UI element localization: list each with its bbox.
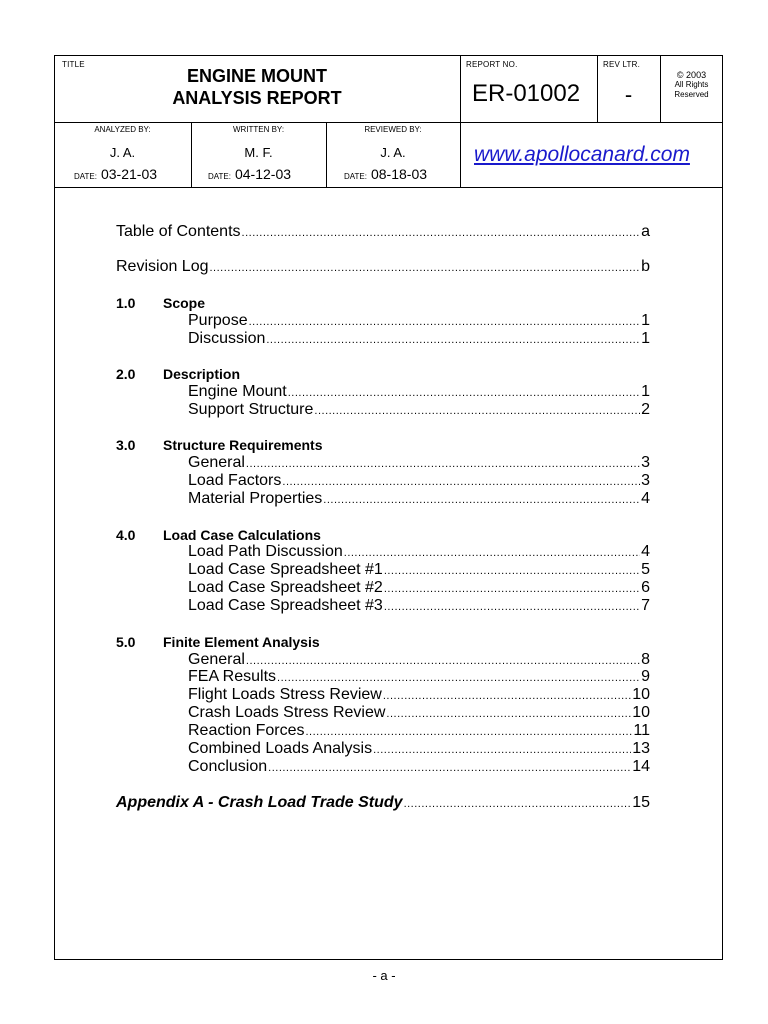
toc-entry-page: b: [641, 258, 650, 275]
toc-entry-page: 10: [632, 686, 650, 703]
leader-dots: [288, 383, 640, 402]
toc-entry[interactable]: [188, 740, 650, 758]
leader-dots: [383, 686, 631, 705]
toc-entry[interactable]: [188, 722, 650, 740]
toc-entry[interactable]: [188, 686, 650, 704]
leader-dots: [384, 597, 640, 616]
leader-dots: [404, 794, 632, 813]
toc-entry[interactable]: [188, 543, 650, 561]
report-number: ER-01002: [472, 80, 581, 107]
date-label: DATE:: [344, 172, 367, 181]
toc-entry-title: Revision Log: [116, 258, 209, 275]
toc-entry[interactable]: [188, 472, 650, 490]
toc-entry-title: Load Case Spreadsheet #1: [188, 561, 383, 578]
section-number: 1.0: [116, 295, 136, 311]
reviewed-by-label: REVIEWED BY:: [364, 125, 422, 134]
toc-entry-title: Discussion: [188, 330, 266, 347]
section-title[interactable]: Finite Element Analysis: [163, 634, 320, 650]
rev-letter: -: [624, 82, 633, 107]
toc-entry[interactable]: [188, 597, 650, 615]
toc-entry-title: Load Case Spreadsheet #2: [188, 579, 383, 596]
toc-entry[interactable]: [188, 561, 650, 579]
date-label: DATE:: [74, 172, 97, 181]
toc-entry-page: 15: [632, 794, 650, 811]
toc-entry-page: 6: [641, 579, 650, 596]
written-date: 04-12-03: [234, 166, 292, 182]
report-title-line2: ANALYSIS REPORT: [172, 88, 342, 108]
website-link[interactable]: www.apollocanard.com: [474, 143, 690, 166]
toc-entry-title: Flight Loads Stress Review: [188, 686, 382, 703]
toc-entry-page: 3: [641, 472, 650, 489]
toc-entry-title: Purpose: [188, 312, 248, 329]
toc-entry[interactable]: [188, 454, 650, 472]
toc-entry[interactable]: [188, 668, 650, 686]
toc-entry-title: FEA Results: [188, 668, 277, 685]
report-no-label: REPORT NO.: [466, 60, 518, 69]
written-by-label: WRITTEN BY:: [232, 125, 285, 134]
toc-entry[interactable]: [188, 383, 650, 401]
toc-entry-page: 9: [641, 668, 650, 685]
toc-entry-title: Support Structure: [188, 401, 314, 418]
toc-entry-title: General: [188, 651, 245, 668]
leader-dots: [384, 561, 640, 580]
toc-entry[interactable]: [188, 330, 650, 348]
copyright-line3: Reserved: [674, 90, 709, 99]
toc-entry-page: 2: [641, 401, 650, 418]
toc-entry[interactable]: [188, 704, 650, 722]
toc-entry-title: Load Case Spreadsheet #3: [188, 597, 383, 614]
section-number: 5.0: [116, 634, 136, 650]
analyzed-by-label: ANALYZED BY:: [94, 125, 151, 134]
toc-entry-page: 1: [641, 330, 650, 347]
toc-entry[interactable]: [188, 312, 650, 330]
leader-dots: [373, 740, 631, 759]
leader-dots: [242, 223, 641, 242]
toc-entry-page: 13: [632, 740, 650, 757]
toc-entry-page: 10: [632, 704, 650, 721]
header-divider: [54, 122, 723, 123]
toc-entry-page: 1: [641, 383, 650, 400]
toc-entry-title: Load Factors: [188, 472, 282, 489]
toc-entry-page: a: [641, 223, 650, 240]
report-title-line1: ENGINE MOUNT: [186, 66, 327, 86]
toc-entry-page: 8: [641, 651, 650, 668]
analyzed-by: J. A.: [109, 145, 136, 160]
analyzed-date-row: [74, 166, 157, 182]
leader-dots: [344, 543, 640, 562]
section-title[interactable]: Description: [163, 366, 241, 382]
section-number: 3.0: [116, 437, 136, 453]
header-bottom-rule: [54, 187, 723, 188]
toc-entry-title: Crash Loads Stress Review: [188, 704, 386, 721]
date-label: DATE:: [208, 172, 231, 181]
toc-entry-title: General: [188, 454, 245, 471]
toc-entry[interactable]: [188, 758, 650, 776]
toc-entry-title: Combined Loads Analysis: [188, 740, 373, 757]
toc-entry-title: Engine Mount: [188, 383, 287, 400]
copyright-block: [660, 70, 723, 100]
toc-entry-page: 4: [641, 543, 650, 560]
toc-entry-title: Load Path Discussion: [188, 543, 343, 560]
reviewed-date-row: [344, 166, 427, 182]
section-number: 2.0: [116, 366, 136, 382]
leader-dots: [246, 454, 640, 473]
toc-entry-page: 1: [641, 312, 650, 329]
toc-entry-page: 14: [632, 758, 650, 775]
section-title[interactable]: Scope: [163, 295, 206, 311]
title-divider: [460, 55, 461, 187]
leader-dots: [384, 579, 640, 598]
toc-entry-revision-log[interactable]: [116, 258, 650, 276]
toc-entry[interactable]: [188, 579, 650, 597]
leader-dots: [268, 758, 631, 777]
toc-entry[interactable]: [188, 401, 650, 419]
leader-dots: [277, 668, 640, 687]
toc-entry-title: Table of Contents: [116, 223, 241, 240]
section-number: 4.0: [116, 527, 136, 543]
copyright-year: © 2003: [676, 70, 707, 80]
toc-entry-title: Reaction Forces: [188, 722, 305, 739]
toc-entry-title: Conclusion: [188, 758, 268, 775]
toc-entry-title: Appendix A - Crash Load Trade Study: [116, 794, 403, 811]
leader-dots: [282, 472, 640, 491]
section-title[interactable]: Structure Requirements: [163, 437, 323, 453]
written-by: M. F.: [244, 145, 273, 160]
leader-dots: [210, 258, 641, 277]
leader-dots: [323, 490, 640, 509]
toc-entry-appendix-a[interactable]: [116, 794, 650, 812]
written-date-row: [208, 166, 291, 182]
toc-entry-contents[interactable]: [116, 223, 650, 241]
leader-dots: [314, 401, 640, 420]
analyzed-date: 03-21-03: [100, 166, 158, 182]
leader-dots: [266, 330, 640, 349]
reviewed-by: J. A.: [380, 145, 406, 160]
title-label: TITLE: [62, 60, 85, 69]
toc-entry-page: 7: [641, 597, 650, 614]
copyright-line2: All Rights: [674, 80, 709, 89]
reviewed-date: 08-18-03: [370, 166, 428, 182]
toc-entry-page: 5: [641, 561, 650, 578]
rev-label: REV LTR.: [603, 60, 641, 69]
toc-entry[interactable]: [188, 651, 650, 669]
leader-dots: [306, 722, 633, 741]
toc-entry-title: Material Properties: [188, 490, 323, 507]
toc-entry-page: 11: [633, 722, 650, 739]
leader-dots: [386, 704, 631, 723]
toc-entry-page: 3: [641, 454, 650, 471]
toc-entry[interactable]: [188, 490, 650, 508]
toc-entry-page: 4: [641, 490, 650, 507]
section-title[interactable]: Load Case Calculations: [163, 527, 321, 543]
page-number: - a -: [372, 968, 396, 983]
leader-dots: [249, 312, 641, 331]
